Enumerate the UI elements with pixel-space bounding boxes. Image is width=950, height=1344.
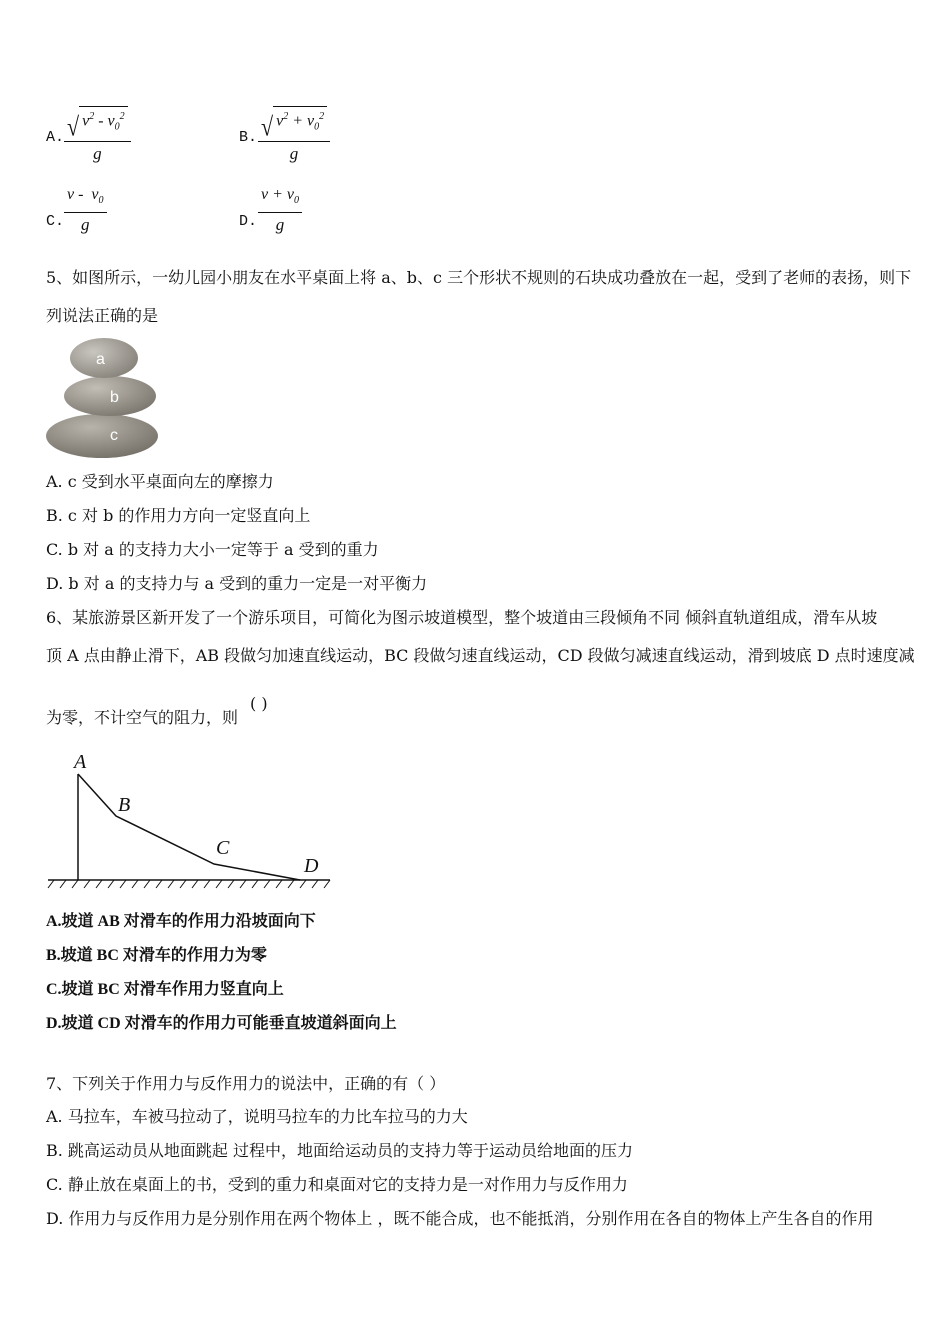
point-label-d: D (304, 855, 319, 877)
q5-option-d: D. b 对 a 的支持力与 a 受到的重力一定是一对平衡力 (46, 574, 428, 593)
ground-hatching (48, 880, 330, 888)
option-label: B. (239, 129, 258, 146)
q7-option-c: C. 静止放在桌面上的书，受到的重力和桌面对它的支持力是一对作用力与反作用力 (46, 1175, 628, 1194)
q6-stem-line1: 6、某旅游景区新开发了一个游乐项目，可简化为图示坡道模型，整个坡道由三段倾角不同 倾斜直轨道组成，滑车从坡 (46, 608, 878, 627)
option-label: A. (46, 129, 65, 146)
q5-stem-line2: 列说法正确的是 (46, 306, 159, 325)
stacked-stones-image (46, 336, 158, 458)
point-label-a: A (74, 751, 87, 773)
option-label: C. (46, 213, 65, 230)
denominator: g (289, 143, 299, 163)
option-label: D. (239, 213, 258, 230)
q6-option-d: D.坡道 CD 对滑车的作用力可能垂直坡道斜面向上 (46, 1015, 397, 1032)
denominator: g (93, 143, 102, 163)
q5-option-c: C. b 对 a 的支持力大小一定等于 a 受到的重力 (46, 540, 379, 559)
q5-option-b: B. c 对 b 的作用力方向一定竖直向上 (46, 506, 311, 525)
q6-option-a: A.坡道 AB 对滑车的作用力沿坡面向下 (46, 913, 316, 930)
slope-track (78, 774, 300, 880)
point-label-b: B (118, 794, 131, 816)
q6-stem-line2: 顶 A 点由静止滑下，AB 段做匀加速直线运动，BC 段做匀速直线运动，CD 段做匀减速直线运动，滑到坡底 D 点时速度减 (46, 646, 915, 665)
q6-option-c: C.坡道 BC 对滑车作用力竖直向上 (46, 981, 284, 998)
stone-label-b: b (110, 389, 119, 406)
q7-option-d: D. 作用力与反作用力是分别作用在两个物体上 ，既不能合成，也不能抵消，分别作用在各自的物体上产生各自的作用 (46, 1209, 874, 1228)
q7-stem: 7、下列关于作用力与反作用力的说法中，正确的有（ ） (46, 1074, 446, 1093)
fraction-c: v - $v_0$ g (64, 184, 107, 237)
stone-label-c: c (110, 427, 118, 444)
stone-label-a: a (96, 351, 105, 368)
q5-option-a: A. c 受到水平桌面向左的摩擦力 (46, 472, 274, 491)
point-label-c: C (216, 837, 230, 859)
fraction-b: √ $v^2 + v_0^2$ g (258, 104, 330, 166)
answer-bracket: ( ) (250, 694, 268, 713)
fraction-d: $v + v_0$ g (258, 184, 302, 237)
q7-option-b: B. 跳高运动员从地面跳起 过程中，地面给运动员的支持力等于运动员给地面的压力 (46, 1141, 634, 1160)
slope-diagram (44, 748, 334, 890)
q5-stem-line1: 5、如图所示，一幼儿园小朋友在水平桌面上将 a、b、c 三个形状不规则的石块成功叠放在一起，受到了老师的表扬，则下 (46, 268, 912, 287)
q6-option-b: B.坡道 BC 对滑车的作用力为零 (46, 947, 267, 964)
fraction-a: √ $v^2 - v_0^2$ g (64, 104, 131, 166)
denominator: g (81, 215, 90, 235)
q6-stem-line3: 为零，不计空气的阻力，则 (46, 708, 239, 727)
denominator: g (275, 215, 285, 235)
q7-option-a: A. 马拉车，车被马拉动了，说明马拉车的力比车拉马的力大 (46, 1107, 468, 1126)
stone-c (46, 414, 158, 458)
